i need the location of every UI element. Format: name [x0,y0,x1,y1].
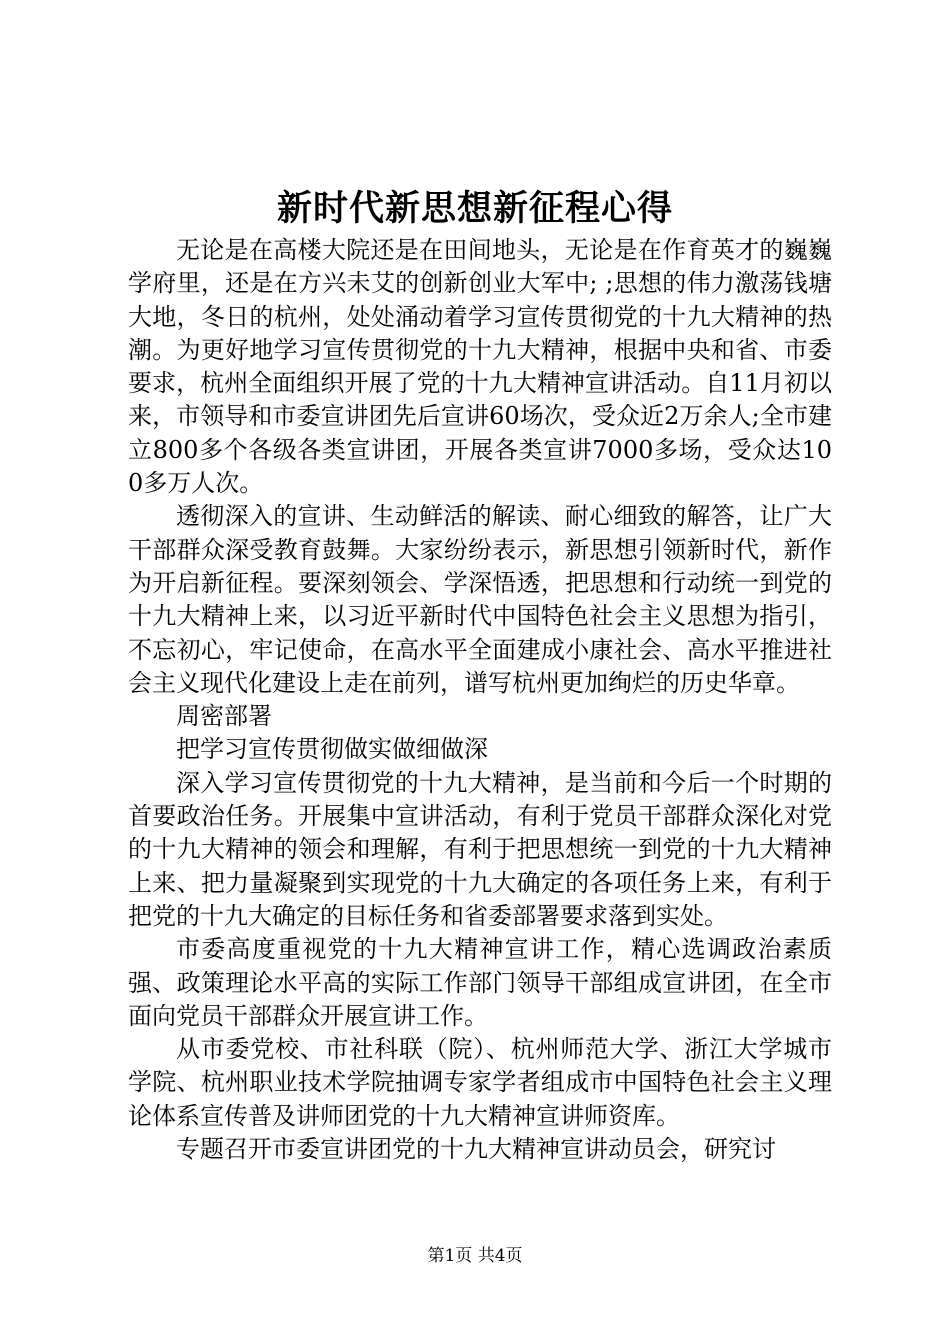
paragraph: 市委高度重视党的十九大精神宣讲工作，精心选调政治素质强、政策理论水平高的实际工作部门领导干部组成宣讲团，在全市面向党员干部群众开展宣讲工作。 [128,935,832,1030]
page-number-footer: 第1页 共4页 [427,1246,523,1266]
paragraph: 从市委党校、市社科联（院）、杭州师范大学、浙江大学城市学院、杭州职业技术学院抽调专家学者组成市中国特色社会主义理论体系宣传普及讲师团党的十九大精神宣讲师资库。 [128,1035,832,1130]
document-body [128,234,832,1166]
paragraph: 深入学习宣传贯彻党的十九大精神，是当前和今后一个时期的首要政治任务。开展集中宣讲活动，有利于党员干部群众深化对党的十九大精神的领会和理解，有利于把思想统一到党的十九大精神上来、把力量凝聚到实现党的十九大确定的各项任务上来，有利于把党的十九大确定的目标任务和省委部署要求落到实处。 [128,768,832,930]
section-subheading: 把学习宣传贯彻做实做细做深 [176,735,488,764]
paragraph: 透彻深入的宣讲、生动鲜活的解读、耐心细致的解答，让广大干部群众深受教育鼓舞。大家纷纷表示，新思想引领新时代，新作为开启新征程。要深刻领会、学深悟透，把思想和行动统一到党的十九大精神上来，以习近平新时代中国特色社会主义思想为指引，不忘初心，牢记使命，在高水平全面建成小康社会、高水平推进社会主义现代化建设上走在前列，谱写杭州更加绚烂的历史华章。 [128,502,832,697]
document-title: 新时代新思想新征程心得 [276,188,673,229]
paragraph: 无论是在高楼大院还是在田间地头，无论是在作育英才的巍巍学府里，还是在方兴未艾的创新创业大军中; ;思想的伟力激荡钱塘大地，冬日的杭州，处处涌动着学习宣传贯彻党的十九大精神的热潮。为更好地学习宣传贯彻党的十九大精神，根据中央和省、市委要求，杭州全面组织开展了党的十九大精神宣讲活动。自11月初以来，市领导和市委宣讲团先后宣讲60场次，受众近2万余人;全市建立800多个各级各类宣讲团，开展各类宣讲7000多场，受众达100多万人次。 [128,236,832,498]
paragraph: 专题召开市委宣讲团党的十九大精神宣讲动员会，研究讨 [176,1135,776,1164]
section-heading: 周密部署 [176,702,272,731]
